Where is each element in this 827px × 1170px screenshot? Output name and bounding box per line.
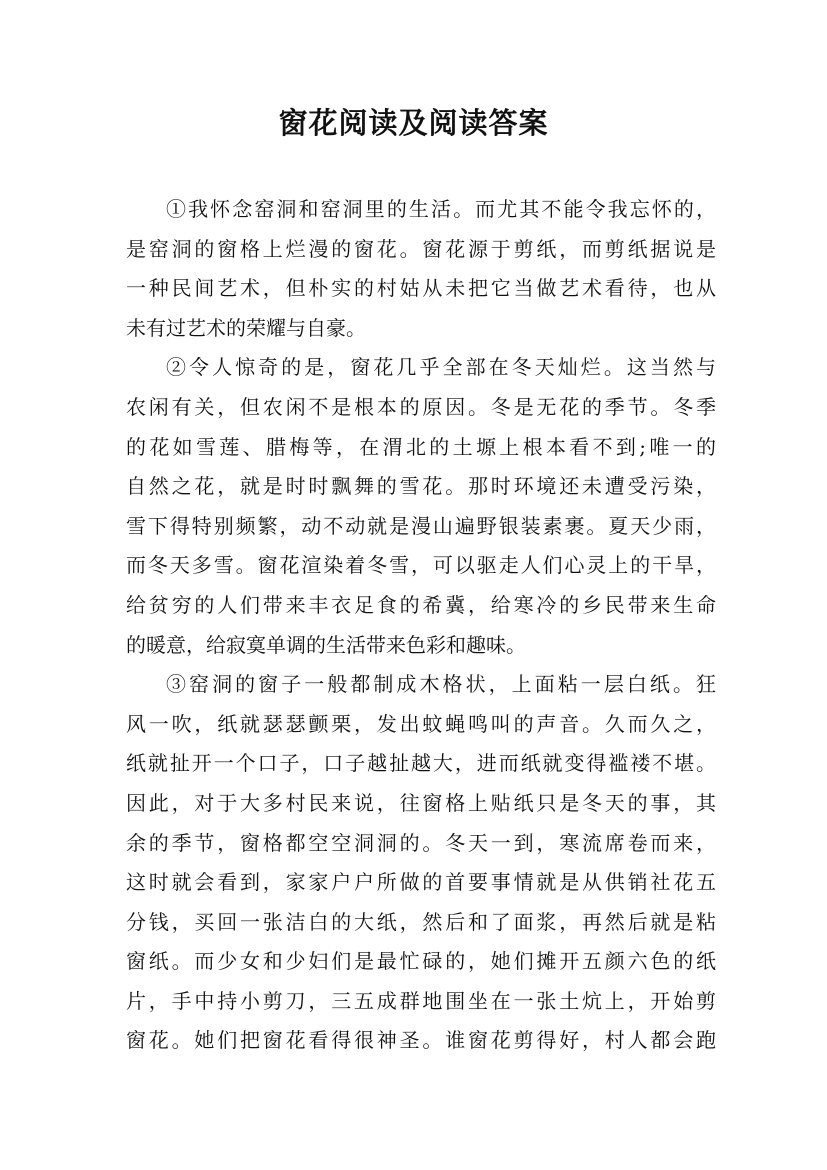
- paragraph-line: 未有过艺术的荣耀与自豪。: [126, 315, 366, 340]
- paragraph-line: 风一吹，纸就瑟瑟颤栗，发出蚊蝇鸣叫的声音。久而久之，: [126, 711, 716, 736]
- document-title: 窗花阅读及阅读答案: [278, 106, 549, 140]
- paragraph-line: 的花如雪莲、腊梅等，在渭北的土塬上根本看不到;唯一的: [126, 434, 716, 459]
- paragraph-line: 窗花。她们把窗花看得很神圣。谁窗花剪得好，村人都会跑: [126, 1028, 716, 1053]
- paragraph-line: 雪下得特别频繁，动不动就是漫山遍野银装素裹。夏天少雨，: [126, 513, 716, 538]
- paragraph-line: 窗纸。而少女和少妇们是最忙碌的，她们摊开五颜六色的纸: [126, 949, 716, 974]
- paragraph-line: ②令人惊奇的是，窗花几乎全部在冬天灿烂。这当然与: [166, 355, 716, 380]
- paragraph-1: [126, 190, 716, 348]
- paragraph-line: 因此，对于大多村民来说，往窗格上贴纸只是冬天的事，其: [126, 790, 716, 815]
- paragraph-line: 余的季节，窗格都空空洞洞的。冬天一到，寒流席卷而来，: [126, 830, 716, 855]
- paragraph-line: 的暖意，给寂寞单调的生活带来色彩和趣味。: [126, 632, 526, 657]
- paragraph-line: ③窑洞的窗子一般都制成木格状，上面粘一层白纸。狂: [166, 672, 716, 697]
- paragraph-2: [126, 348, 716, 665]
- paragraph-line: 是窑洞的窗格上烂漫的窗花。窗花源于剪纸，而剪纸据说是: [126, 236, 716, 261]
- paragraph-3: [126, 665, 716, 1061]
- paragraph-line: 片，手中持小剪刀，三五成群地围坐在一张土炕上，开始剪: [126, 988, 716, 1013]
- paragraph-line: 而冬天多雪。窗花渲染着冬雪，可以驱走人们心灵上的干旱，: [126, 553, 716, 578]
- paragraph-line: 分钱，买回一张洁白的大纸，然后和了面浆，再然后就是粘: [126, 909, 716, 934]
- paragraph-line: 纸就扯开一个口子，口子越扯越大，进而纸就变得褴褛不堪。: [126, 751, 716, 776]
- paragraph-line: 这时就会看到，家家户户所做的首要事情就是从供销社花五: [126, 870, 716, 895]
- paragraph-line: 农闲有关，但农闲不是根本的原因。冬是无花的季节。冬季: [126, 394, 716, 419]
- paragraph-line: 给贫穷的人们带来丰衣足食的希冀，给寒冷的乡民带来生命: [126, 592, 716, 617]
- document-body: [126, 190, 716, 1061]
- paragraph-line: 一种民间艺术，但朴实的村姑从未把它当做艺术看待，也从: [126, 276, 716, 301]
- paragraph-line: 自然之花，就是时时飘舞的雪花。那时环境还未遭受污染，: [126, 474, 716, 499]
- paragraph-line: ①我怀念窑洞和窑洞里的生活。而尤其不能令我忘怀的，: [166, 197, 716, 221]
